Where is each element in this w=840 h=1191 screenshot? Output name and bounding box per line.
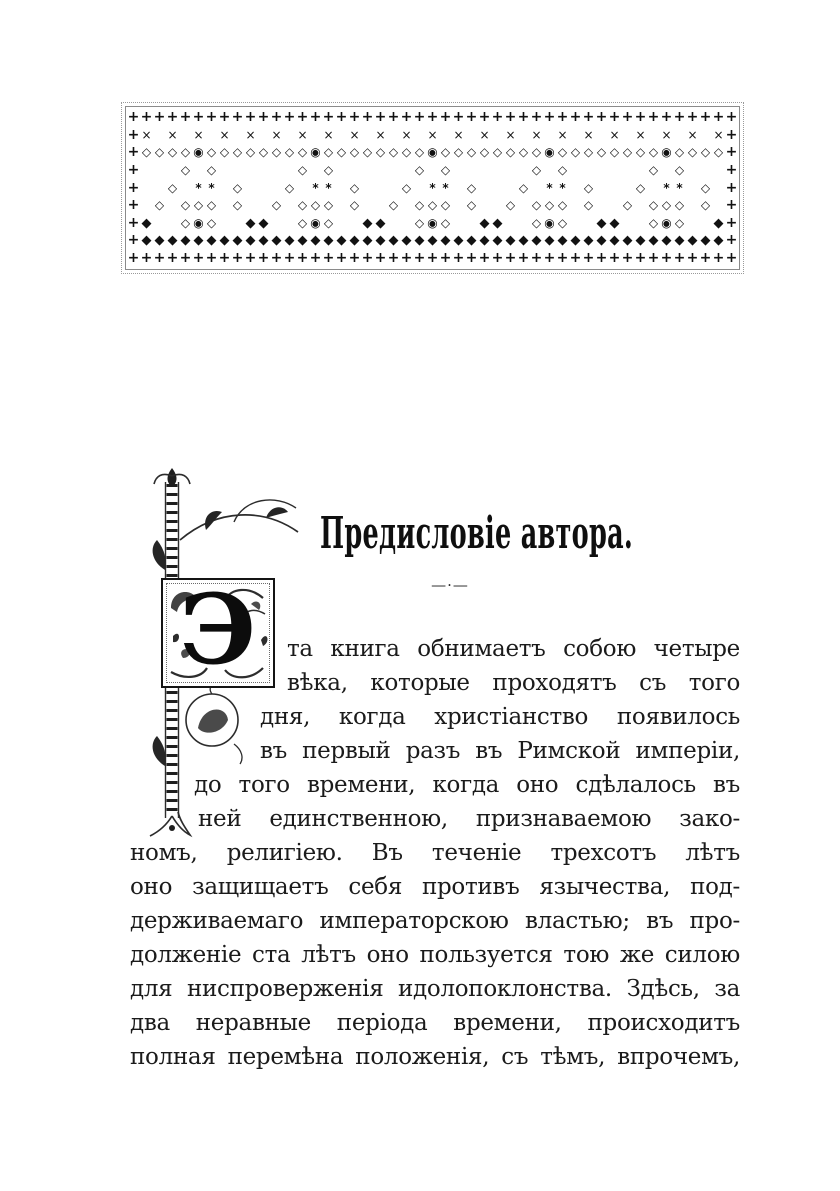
ornament-row: + ◆ ◇ ◉ ◇ ◆ ◆ ◇ ◉ ◇ ◆ ◆ ◇ ◉ ◇ ◆ ◆ ◇ ◉ ◇ ◆ ◆ ◇ ◉ ◇ ◆ +	[127, 214, 738, 231]
text-line: та книга обнимаетъ собою четыре	[287, 636, 740, 662]
text-line: въ первый разъ въ Римской имперіи,	[260, 738, 740, 764]
text-line: для ниспроверженія идолопоклонства. Здѣсь, за	[130, 976, 740, 1002]
text-line: долженіе ста лѣтъ оно пользуется тою же силою	[130, 942, 740, 968]
text-line: полная перемѣна положенія, съ тѣмъ, впрочемъ,	[130, 1044, 740, 1070]
text-line: номъ, религіею. Въ теченіе трехсотъ лѣтъ	[130, 840, 740, 866]
page-title: Предисловіе автора.	[320, 508, 634, 559]
ornament-row: + ◇ * * ◇ ◇ * * ◇ ◇ * * ◇ ◇ * * ◇ ◇ * * ◇ +	[127, 179, 738, 196]
drop-cap-block	[161, 573, 275, 688]
text-line: вѣка, которые проходятъ съ того	[287, 670, 740, 696]
ornament-row: + + + + + + + + + + + + + + + + + + + + + + + + + + + + + + + + + + + + + + + + + + + + + + +	[127, 250, 738, 266]
text-line: до того времени, когда оно сдѣлалось въ	[194, 772, 740, 798]
ornament-row: + × × × × × × × × × × × × × × × × × × × × × × × +	[127, 126, 738, 143]
ornament-row: + ◇ ◇ ◇ ◇ ◇ ◇ ◇ ◇ ◇ ◇ ◇ ◇ ◇ ◇ ◇ ◇ ◇ ◇ ◇ ◇ ◇ ◇ ◇ ◇ ◇ +	[127, 197, 738, 214]
ornament-row: + + + + + + + + + + + + + + + + + + + + + + + + + + + + + + + + + + + + + + + + + + + + + + +	[127, 109, 738, 125]
drop-cap-letter: Э	[179, 573, 257, 686]
ornament-row: + ◇ ◇ ◇ ◇ ◉ ◇ ◇ ◇ ◇ ◇ ◇ ◇ ◇ ◉ ◇ ◇ ◇ ◇ ◇ ◇ ◇ ◇ ◉ ◇ ◇ ◇ ◇ ◇ ◇ ◇ ◇ ◉ ◇ ◇ ◇ ◇ ◇ ◇ ◇ ◇ ◉ ◇ ◇ ◇ ◇ +	[127, 144, 738, 161]
ornament-band	[125, 106, 740, 270]
text-line: оно защищаетъ себя противъ язычества, под-	[130, 874, 740, 900]
ornament-row: + ◇ ◇ ◇ ◇ ◇ ◇ ◇ ◇ ◇ ◇ +	[127, 161, 738, 178]
ornament-row: + ◆ ◆ ◆ ◆ ◆ ◆ ◆ ◆ ◆ ◆ ◆ ◆ ◆ ◆ ◆ ◆ ◆ ◆ ◆ ◆ ◆ ◆ ◆ ◆ ◆ ◆ ◆ ◆ ◆ ◆ ◆ ◆ ◆ ◆ ◆ ◆ ◆ ◆ ◆ ◆ ◆ ◆ ◆ ◆ ◆ +	[127, 232, 738, 249]
title-divider: —·—	[431, 576, 469, 594]
text-line: ней единственною, признаваемою зако-	[198, 806, 740, 832]
text-line: два неравные періода времени, происходитъ	[130, 1010, 740, 1036]
text-line: держиваемаго императорскою властью; въ про-	[130, 908, 740, 934]
text-line: дня, когда христіанство появилось	[260, 704, 740, 730]
paragraph	[130, 632, 740, 1074]
